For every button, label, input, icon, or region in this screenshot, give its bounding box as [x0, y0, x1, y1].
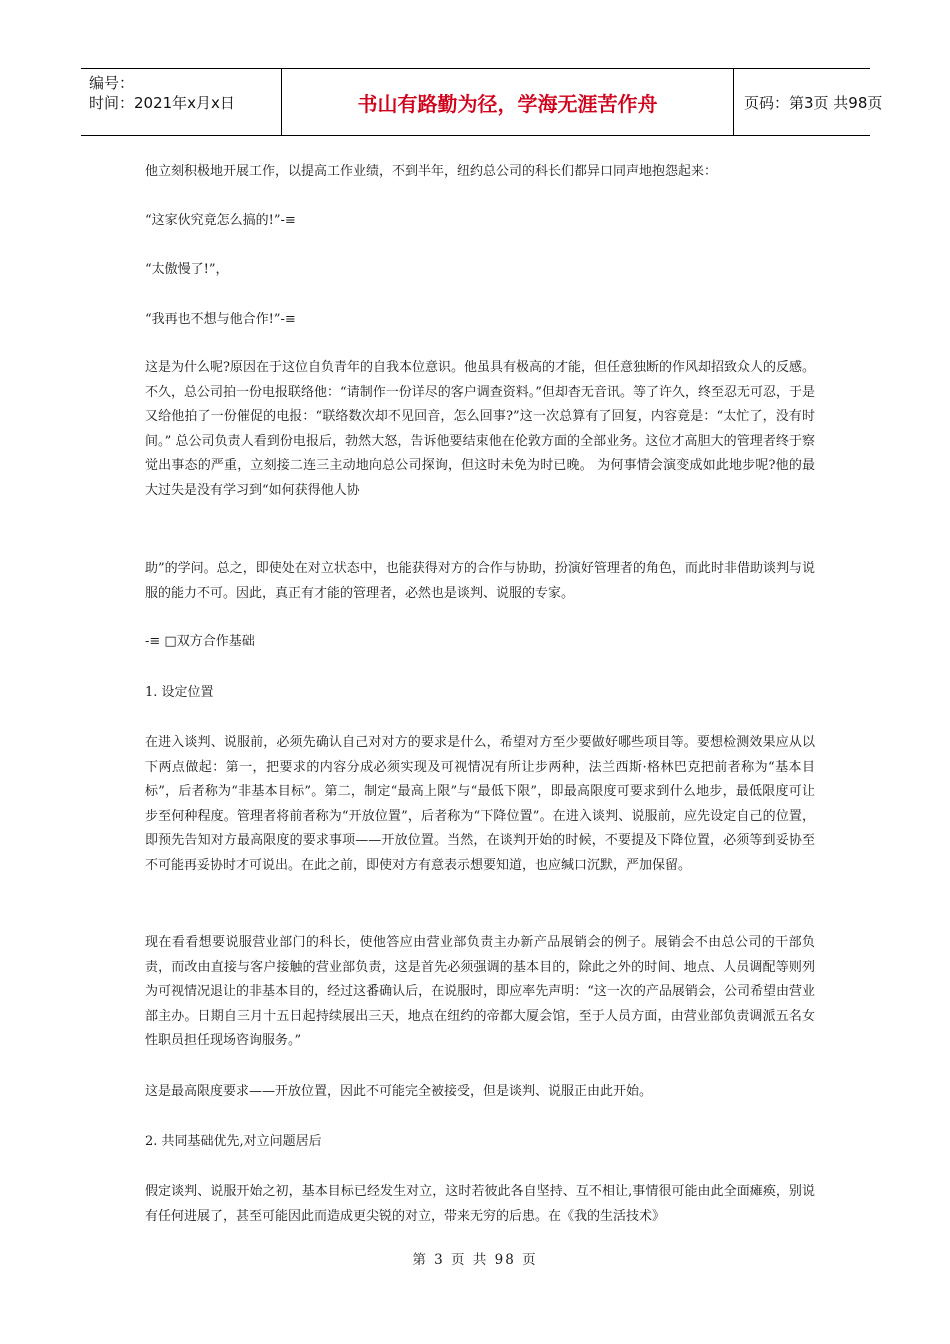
paragraph: 他立刻积极地开展工作，以提高工作业绩，不到半年，纽约总公司的科长们都异口同声地抱怨起来：	[145, 164, 718, 179]
paragraph: 在进入谈判、说服前，必须先确认自己对对方的要求是什么，希望对方至少要做好哪些项目等。要想检测效果应从以下两点做起：第一，把要求的内容分成必须实现及可视情况有所让步两种，法兰西斯·格林巴克把前者称为“基本目标”，后者称为“非基本目标”。第二，制定“最高上限”与“最低下限”，即最高限度可要求到什么地步，最低限度可让步至何种程度。管理者将前者称为“开放位置”，后者称为“下降位置”。在进入谈判、说服前，应先设定自己的位置，即预先告知对方最高限度的要求事项——开放位置。当然，在谈判开始的时候，不要提及下降位置，必须等到妥协至不可能再妥协时才可说出。在此之前，即使对方有意表示想要知道，也应缄口沉默，严加保留。	[145, 735, 815, 873]
paragraph: “这家伙究竟怎么搞的!”-≡	[145, 213, 296, 228]
paragraph: 这是为什么呢?原因在于这位自负青年的自我本位意识。他虽具有极高的才能，但任意独断的作风却招致众人的反感。不久，总公司拍一份电报联络他：“请制作一份详尽的客户调查资料。”但却杳无音讯。等了许久，终至忍无可忍，于是又给他拍了一份催促的电报：“联络数次却不见回音，怎么回事?”这一次总算有了回复，内容竟是：“太忙了，没有时间。” 总公司负责人看到份电报后，勃然大怒，告诉他要结束他在伦敦方面的全部业务。这位才高胆大的管理者终于察觉出事态的严重，立刻接二连三主动地向总公司探询，但这时未免为时已晚。 为何事情会演变成如此地步呢?他的最大过失是没有学习到“如何获得他人协	[145, 360, 815, 498]
subsection-heading: 2. 共同基础优先,对立问题居后	[145, 1134, 322, 1149]
paragraph: 假定谈判、说服开始之初，基本目标已经发生对立，这时若彼此各自坚持、互不相让,事情很可能由此全面瘫痪，别说有任何进展了，甚至可能因此而造成更尖锐的对立，带来无穷的后患。在《我的生活技术》	[145, 1184, 815, 1224]
paragraph: 助”的学问。总之，即使处在对立状态中，也能获得对方的合作与协助，扮演好管理者的角色，而此时非借助谈判与说服的能力不可。因此，真正有才能的管理者，必然也是谈判、说服的专家。	[145, 561, 815, 601]
header-page-number: 页码：第3页 共98页	[744, 93, 883, 112]
page-footer: 第 3 页 共 98 页	[412, 1252, 538, 1268]
section-heading: -≡ □双方合作基础	[145, 634, 255, 649]
subsection-heading: 1. 设定位置	[145, 685, 214, 700]
header-motto: 书山有路勤为径，学海无涯苦作舟	[282, 69, 734, 135]
paragraph: 现在看看想要说服营业部门的科长，使他答应由营业部负责主办新产品展销会的例子。展销会不由总公司的干部负责，而改由直接与客户接触的营业部负责，这是首先必须强调的基本目的，除此之外的时间、地点、人员调配等则列为可视情况退让的非基本目的，经过这番确认后，在说服时，即应率先声明：“这一次的产品展销会，公司希望由营业部主办。日期自三月十五日起持续展出三天，地点在纽约的帝都大厦会馆，至于人员方面，由营业部负责调派五名女性职员担任现场咨询服务。”	[145, 935, 815, 1048]
paragraph: “太傲慢了!”，	[145, 262, 229, 277]
document-time-label: 时间：2021年x月x日	[89, 94, 235, 112]
paragraph: “我再也不想与他合作!”-≡	[145, 312, 296, 327]
document-number-label: 编号：	[89, 74, 135, 92]
paragraph: 这是最高限度要求——开放位置，因此不可能完全被接受，但是谈判、说服正由此开始。	[145, 1084, 653, 1099]
page-header	[81, 68, 883, 136]
header-meta	[81, 69, 282, 135]
